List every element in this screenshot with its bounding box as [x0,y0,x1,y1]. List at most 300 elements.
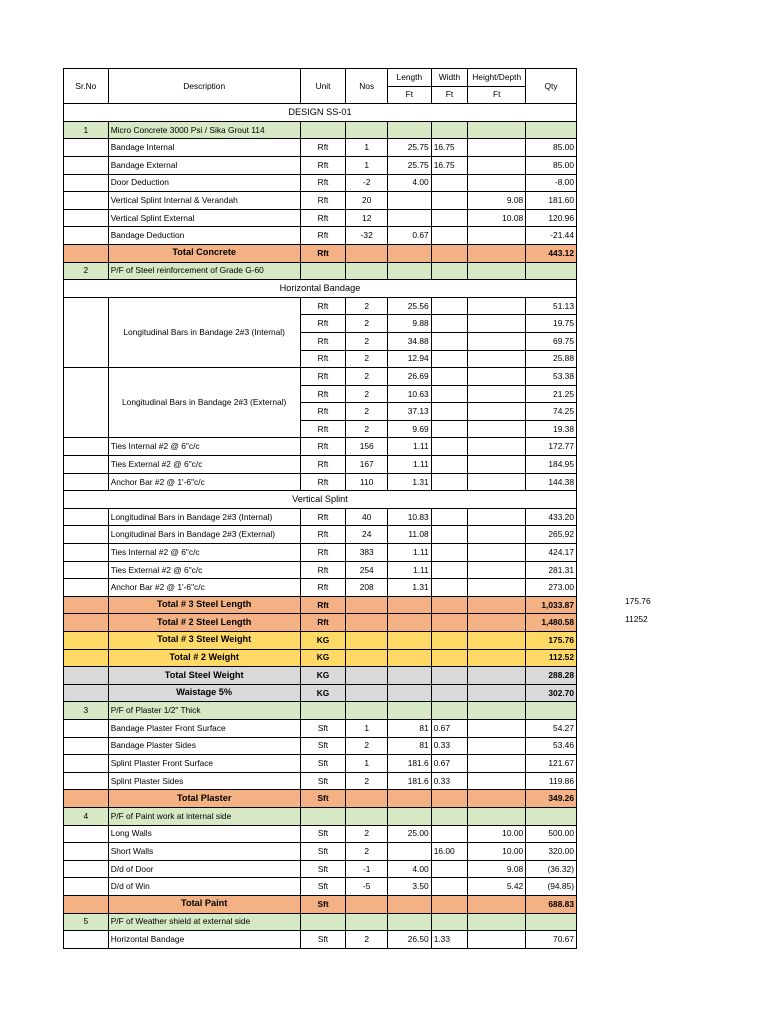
item-height [468,755,526,773]
empty-cell [346,895,388,913]
empty-cell [388,244,432,262]
item-width [431,350,468,368]
sr-cell [64,860,109,878]
empty-cell [526,121,577,139]
empty-cell [388,632,432,650]
item-nos: 1 [346,156,388,174]
item-height [468,227,526,245]
item-nos: 2 [346,350,388,368]
item-description: Ties Internal #2 @ 6"c/c [108,438,300,456]
empty-cell [431,895,468,913]
section-header [64,807,577,825]
empty-cell [388,121,432,139]
header-sr: Sr.No [64,69,109,104]
item-width [431,526,468,544]
item-length: 81 [388,719,432,737]
section-number: 4 [64,807,109,825]
item-unit: Rft [300,385,346,403]
item-width [431,297,468,315]
item-nos: 2 [346,297,388,315]
item-nos: 2 [346,385,388,403]
item-length: 37.13 [388,403,432,421]
section-header [64,702,577,720]
item-unit: Rft [300,139,346,157]
empty-cell [388,667,432,685]
item-unit: Sft [300,755,346,773]
item-width: 16.75 [431,156,468,174]
header-unit: Unit [300,69,346,104]
item-description: Vertical Splint Internal & Verandah [108,192,300,210]
total-unit: Rft [300,244,346,262]
item-qty: 19.75 [526,315,577,333]
item-height [468,350,526,368]
empty-cell [64,596,109,614]
item-description: Ties External #2 @ 6"c/c [108,456,300,474]
empty-cell [468,895,526,913]
table-row [64,368,577,386]
table-row [64,156,577,174]
empty-cell [64,614,109,632]
table-row [64,860,577,878]
item-qty: 54.27 [526,719,577,737]
section-header [64,913,577,931]
item-nos: 2 [346,403,388,421]
total-qty: 1,480.58 [526,614,577,632]
item-height [468,719,526,737]
total-label: Total Concrete [108,244,300,262]
table-row [64,526,577,544]
table-row [64,297,577,315]
table-row [64,772,577,790]
item-qty: 19.38 [526,420,577,438]
item-height [468,473,526,491]
item-nos: 1 [346,719,388,737]
table-row [64,227,577,245]
empty-cell [468,913,526,931]
item-width [431,456,468,474]
sr-cell [64,526,109,544]
item-length: 10.63 [388,385,432,403]
item-height: 10.00 [468,843,526,861]
empty-cell [431,614,468,632]
item-description: Short Walls [108,843,300,861]
item-width: 0.33 [431,737,468,755]
total-label: Total Plaster [108,790,300,808]
item-description: Door Deduction [108,174,300,192]
item-qty: 281.31 [526,561,577,579]
vertical-splint-title-label: Vertical Splint [64,491,577,509]
table-row [64,473,577,491]
item-length: 1.11 [388,438,432,456]
section-number: 1 [64,121,109,139]
empty-cell [431,649,468,667]
empty-cell [526,913,577,931]
empty-cell [526,262,577,280]
item-description: Ties External #2 @ 6"c/c [108,561,300,579]
empty-cell [346,790,388,808]
item-qty: 424.17 [526,544,577,562]
item-description: Bandage Plaster Front Surface [108,719,300,737]
sr-cell [64,719,109,737]
empty-cell [468,632,526,650]
item-width [431,561,468,579]
total-unit: KG [300,649,346,667]
empty-cell [346,614,388,632]
item-width: 16.75 [431,139,468,157]
total-qty: 288.28 [526,667,577,685]
item-qty: 273.00 [526,579,577,597]
sr-cell [64,192,109,210]
item-unit: Rft [300,438,346,456]
item-width [431,438,468,456]
total-label: Total # 2 Weight [108,649,300,667]
sr-cell [64,368,109,438]
header-width-unit: Ft [431,86,468,104]
item-unit: Sft [300,825,346,843]
item-qty: 53.38 [526,368,577,386]
empty-cell [468,702,526,720]
item-nos: -32 [346,227,388,245]
total-unit: Rft [300,614,346,632]
total-label: Total # 2 Steel Length [108,614,300,632]
total-row [64,632,577,650]
item-nos: 12 [346,209,388,227]
table-row [64,825,577,843]
item-height [468,438,526,456]
item-length [388,843,432,861]
sr-cell [64,174,109,192]
empty-cell [431,790,468,808]
table-row [64,438,577,456]
item-description: D/d of Door [108,860,300,878]
item-width [431,385,468,403]
empty-cell [64,244,109,262]
empty-cell [431,244,468,262]
table-row [64,878,577,896]
item-unit: Sft [300,931,346,949]
total-row [64,790,577,808]
empty-cell [468,614,526,632]
section-number: 2 [64,262,109,280]
empty-cell [300,913,346,931]
header-length: Length [388,69,432,87]
empty-cell [468,667,526,685]
item-nos: 167 [346,456,388,474]
item-width [431,332,468,350]
total-row [64,649,577,667]
item-unit: Rft [300,297,346,315]
empty-cell [64,895,109,913]
empty-cell [388,807,432,825]
item-length: 181.6 [388,772,432,790]
item-qty: 21.25 [526,385,577,403]
item-nos: 2 [346,737,388,755]
header-description: Description [108,69,300,104]
header-qty: Qty [526,69,577,104]
item-length: 25.75 [388,139,432,157]
total-label: Total # 3 Steel Weight [108,632,300,650]
item-length: 1.31 [388,579,432,597]
empty-cell [431,913,468,931]
item-qty: 85.00 [526,156,577,174]
item-nos: 208 [346,579,388,597]
empty-cell [346,702,388,720]
empty-cell [468,121,526,139]
item-description: Horizontal Bandage [108,931,300,949]
item-width [431,420,468,438]
item-width [431,315,468,333]
sr-cell [64,843,109,861]
table-row [64,139,577,157]
item-nos: 2 [346,368,388,386]
item-width: 0.67 [431,755,468,773]
table-row [64,544,577,562]
item-qty: 121.67 [526,755,577,773]
table-row [64,931,577,949]
total-qty: 443.12 [526,244,577,262]
item-height [468,579,526,597]
item-qty: 184.95 [526,456,577,474]
design-title-label: DESIGN SS-01 [64,104,577,122]
section-title: P/F of Plaster 1/2" Thick [108,702,300,720]
item-description: Bandage Plaster Sides [108,737,300,755]
section-title: P/F of Steel reinforcement of Grade G-60 [108,262,300,280]
item-qty: 172.77 [526,438,577,456]
sr-cell [64,227,109,245]
item-length: 181.6 [388,755,432,773]
item-height: 10.08 [468,209,526,227]
item-height [468,403,526,421]
section-header [64,262,577,280]
item-qty: 181.60 [526,192,577,210]
item-unit: Rft [300,544,346,562]
item-description: Bandage Deduction [108,227,300,245]
empty-cell [346,667,388,685]
item-height: 9.08 [468,192,526,210]
empty-cell [346,244,388,262]
empty-cell [346,913,388,931]
empty-cell [346,649,388,667]
table-row [64,209,577,227]
empty-cell [526,702,577,720]
item-height [468,174,526,192]
header-length-unit: Ft [388,86,432,104]
item-width [431,209,468,227]
empty-cell [300,121,346,139]
item-unit: Rft [300,420,346,438]
total-label: Waistage 5% [108,684,300,702]
header-height-unit: Ft [468,86,526,104]
empty-cell [388,596,432,614]
item-nos: 24 [346,526,388,544]
table-row [64,561,577,579]
item-height [468,526,526,544]
item-description: Splint Plaster Sides [108,772,300,790]
empty-cell [346,121,388,139]
empty-cell [346,632,388,650]
total-label: Total # 3 Steel Length [108,596,300,614]
empty-cell [431,262,468,280]
item-nos: 2 [346,772,388,790]
empty-cell [468,790,526,808]
item-unit: Sft [300,737,346,755]
item-unit: Sft [300,878,346,896]
item-length: 11.08 [388,526,432,544]
table-row [64,719,577,737]
empty-cell [346,596,388,614]
item-height: 10.00 [468,825,526,843]
item-unit: Rft [300,368,346,386]
item-length: 4.00 [388,174,432,192]
item-qty: 51.13 [526,297,577,315]
table-row [64,579,577,597]
item-qty: 70.67 [526,931,577,949]
item-qty: 320.00 [526,843,577,861]
item-width [431,825,468,843]
item-length: 3.50 [388,878,432,896]
section-title: P/F of Paint work at internal side [108,807,300,825]
item-width [431,544,468,562]
item-nos: 20 [346,192,388,210]
table-row [64,192,577,210]
item-description: Anchor Bar #2 @ 1'-6"c/c [108,473,300,491]
sr-cell [64,508,109,526]
item-unit: Rft [300,174,346,192]
empty-cell [300,262,346,280]
item-height [468,737,526,755]
item-height [468,139,526,157]
item-description: Anchor Bar #2 @ 1'-6"c/c [108,579,300,597]
item-width [431,227,468,245]
item-length: 81 [388,737,432,755]
item-nos: 254 [346,561,388,579]
horizontal-bandage-title [64,280,577,298]
item-length: 9.88 [388,315,432,333]
item-height [468,544,526,562]
total-row [64,596,577,614]
empty-cell [300,807,346,825]
item-height [468,297,526,315]
total-qty: 175.76 [526,632,577,650]
item-width: 16.00 [431,843,468,861]
item-length: 1.11 [388,561,432,579]
item-unit: Rft [300,579,346,597]
item-unit: Rft [300,209,346,227]
item-height [468,156,526,174]
empty-cell [64,790,109,808]
sr-cell [64,772,109,790]
table-row [64,456,577,474]
item-height [468,332,526,350]
total-row [64,684,577,702]
sr-cell [64,544,109,562]
item-nos: 2 [346,315,388,333]
item-width [431,508,468,526]
item-qty: -21.44 [526,227,577,245]
empty-cell [431,632,468,650]
item-height [468,931,526,949]
item-length: 25.75 [388,156,432,174]
empty-cell [64,684,109,702]
item-length: 34.88 [388,332,432,350]
item-qty: -8.00 [526,174,577,192]
item-description: Long Walls [108,825,300,843]
sr-cell [64,755,109,773]
item-height [468,456,526,474]
total-unit: Sft [300,895,346,913]
empty-cell [388,684,432,702]
total-qty: 302.70 [526,684,577,702]
item-unit: Rft [300,156,346,174]
group-description: Longitudinal Bars in Bandage 2#3 (External) [108,368,300,438]
total-qty: 349.26 [526,790,577,808]
item-qty: 85.00 [526,139,577,157]
item-nos: -2 [346,174,388,192]
item-height [468,508,526,526]
total-row [64,244,577,262]
item-unit: Rft [300,332,346,350]
total-label: Total Paint [108,895,300,913]
item-description: D/d of Win [108,878,300,896]
item-nos: 1 [346,139,388,157]
empty-cell [431,596,468,614]
empty-cell [388,895,432,913]
item-length [388,192,432,210]
item-unit: Rft [300,473,346,491]
item-nos: 2 [346,825,388,843]
sr-cell [64,737,109,755]
item-unit: Rft [300,227,346,245]
sr-cell [64,209,109,227]
item-nos: 383 [346,544,388,562]
item-height [468,315,526,333]
item-qty: 25.88 [526,350,577,368]
empty-cell [431,121,468,139]
item-length: 12.94 [388,350,432,368]
item-length: 26.50 [388,931,432,949]
empty-cell [468,807,526,825]
empty-cell [468,262,526,280]
empty-cell [431,702,468,720]
empty-cell [64,632,109,650]
total-row [64,895,577,913]
item-unit: Sft [300,860,346,878]
item-unit: Sft [300,843,346,861]
sr-cell [64,473,109,491]
item-width [431,473,468,491]
item-width [431,368,468,386]
item-width [431,579,468,597]
empty-cell [388,614,432,632]
empty-cell [388,702,432,720]
item-nos: 156 [346,438,388,456]
empty-cell [468,596,526,614]
item-height: 9.08 [468,860,526,878]
item-nos: 2 [346,843,388,861]
total-qty: 688.83 [526,895,577,913]
item-length: 0.67 [388,227,432,245]
side-note: 11252 [625,614,648,624]
sr-cell [64,825,109,843]
item-qty: 265.92 [526,526,577,544]
total-unit: KG [300,632,346,650]
item-width: 0.33 [431,772,468,790]
item-nos: 1 [346,755,388,773]
item-width [431,192,468,210]
section-title: Micro Concrete 3000 Psi / Sika Grout 114 [108,121,300,139]
item-qty: 500.00 [526,825,577,843]
item-unit: Rft [300,526,346,544]
